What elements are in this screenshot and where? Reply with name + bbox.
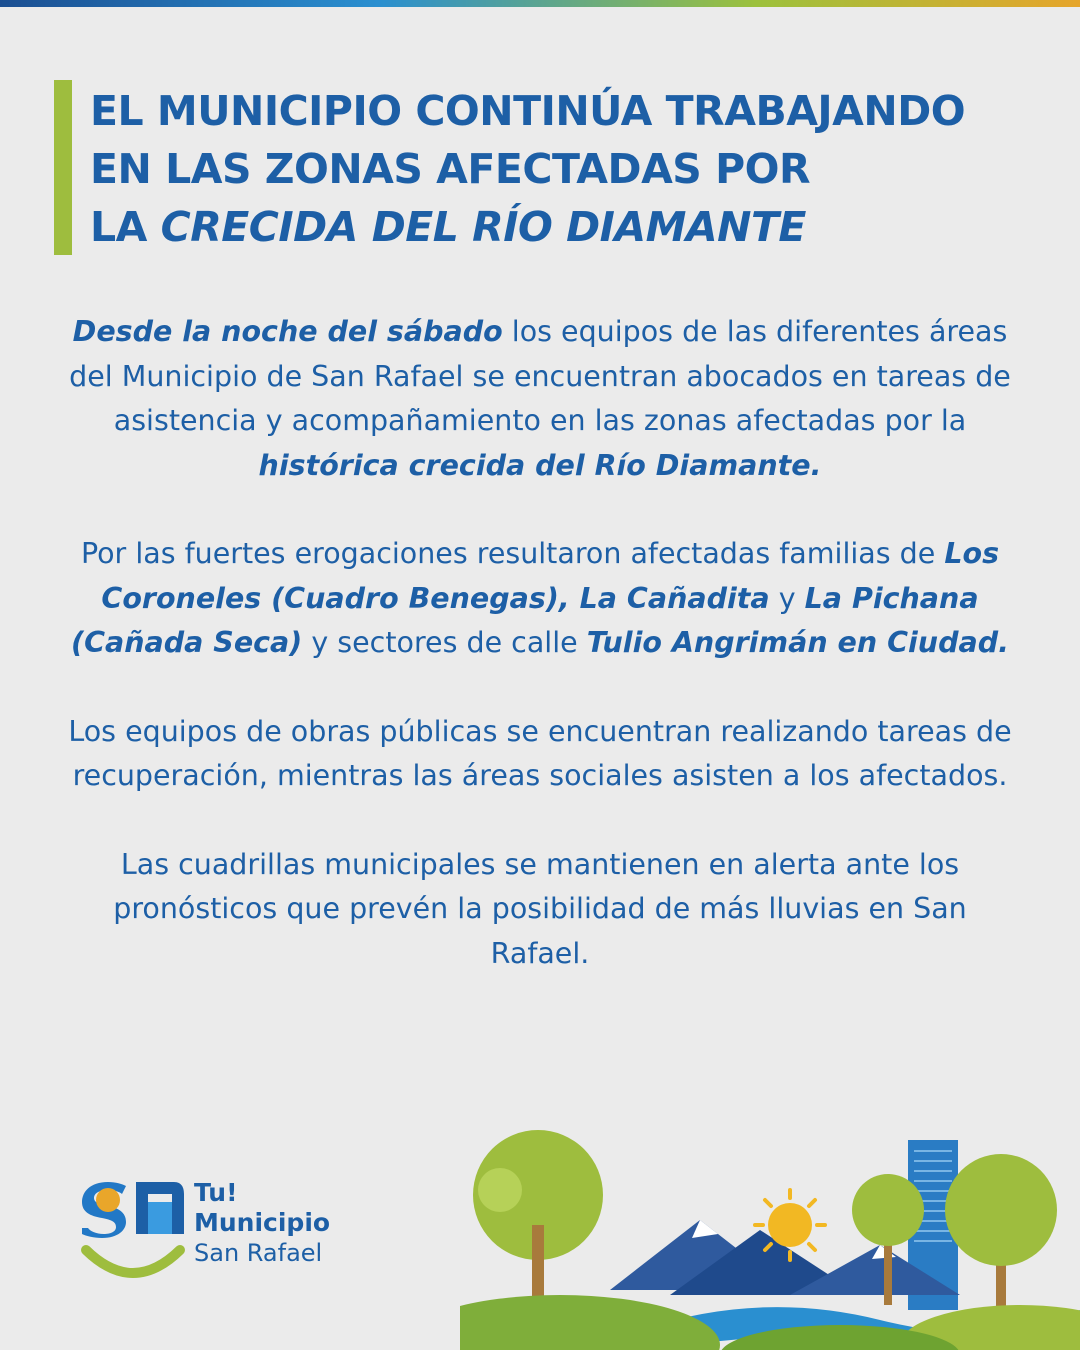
- p2-text-2: y: [769, 581, 805, 615]
- p1-emphasis-2: histórica crecida del Río Diamante.: [258, 448, 822, 482]
- top-gradient-bar: [0, 0, 1080, 7]
- paragraph-2: [60, 532, 1020, 666]
- title-line-1: EL MUNICIPIO CONTINÚA TRABAJANDO: [90, 87, 966, 135]
- paragraph-4: Las cuadrillas municipales se mantienen en alerta ante los pronósticos que prevén la posibilidad de más lluvias en San Rafael.: [113, 847, 967, 970]
- hill-icon: [460, 1295, 720, 1350]
- p2-emphasis-2: La Pichana (Cañada Seca): [71, 581, 979, 659]
- announcement-body: [60, 310, 1020, 976]
- logo-line-2: Municipio: [194, 1208, 331, 1237]
- landscape-illustration: [460, 1130, 1080, 1350]
- municipio-logo: [78, 1178, 378, 1298]
- headline: [54, 80, 1044, 255]
- logo-mark-icon: [78, 1178, 188, 1293]
- logo-wordmark: [194, 1178, 330, 1268]
- p1-text-1: los equipos de las diferentes áreas del Municipio de San Rafael se encuentran abocados en tareas de asistencia y acompañamiento en las zonas afectadas por la: [69, 315, 1011, 437]
- headline-accent-bar: [54, 80, 72, 255]
- title-line-3: [90, 198, 965, 256]
- p2-emphasis-3: Tulio Angrimán en Ciudad.: [586, 626, 1009, 659]
- tree-icon: [945, 1154, 1057, 1310]
- p1-emphasis-1: Desde la noche del sábado: [72, 315, 503, 348]
- logo-line-1: Tu!: [194, 1178, 238, 1207]
- logo-line-3: San Rafael: [194, 1239, 323, 1267]
- page-title: [90, 82, 965, 256]
- paragraph-1: [60, 310, 1020, 488]
- title-line-2: EN LAS ZONAS AFECTADAS POR: [90, 145, 811, 193]
- paragraph-3: Los equipos de obras públicas se encuentran realizando tareas de recuperación, mientras las áreas sociales asisten a los afectados.: [68, 714, 1012, 792]
- p2-text-3: y sectores de calle: [302, 626, 587, 659]
- p2-text-1: Por las fuertes erogaciones resultaron afectadas familias de: [80, 537, 945, 570]
- title-line-3-prefix: LA: [90, 203, 161, 251]
- tree-icon: [473, 1130, 603, 1315]
- p2-emphasis-1: Los Coroneles (Cuadro Benegas), La Cañadita: [101, 537, 1000, 615]
- title-line-3-emphasis: CRECIDA DEL RÍO DIAMANTE: [160, 203, 806, 251]
